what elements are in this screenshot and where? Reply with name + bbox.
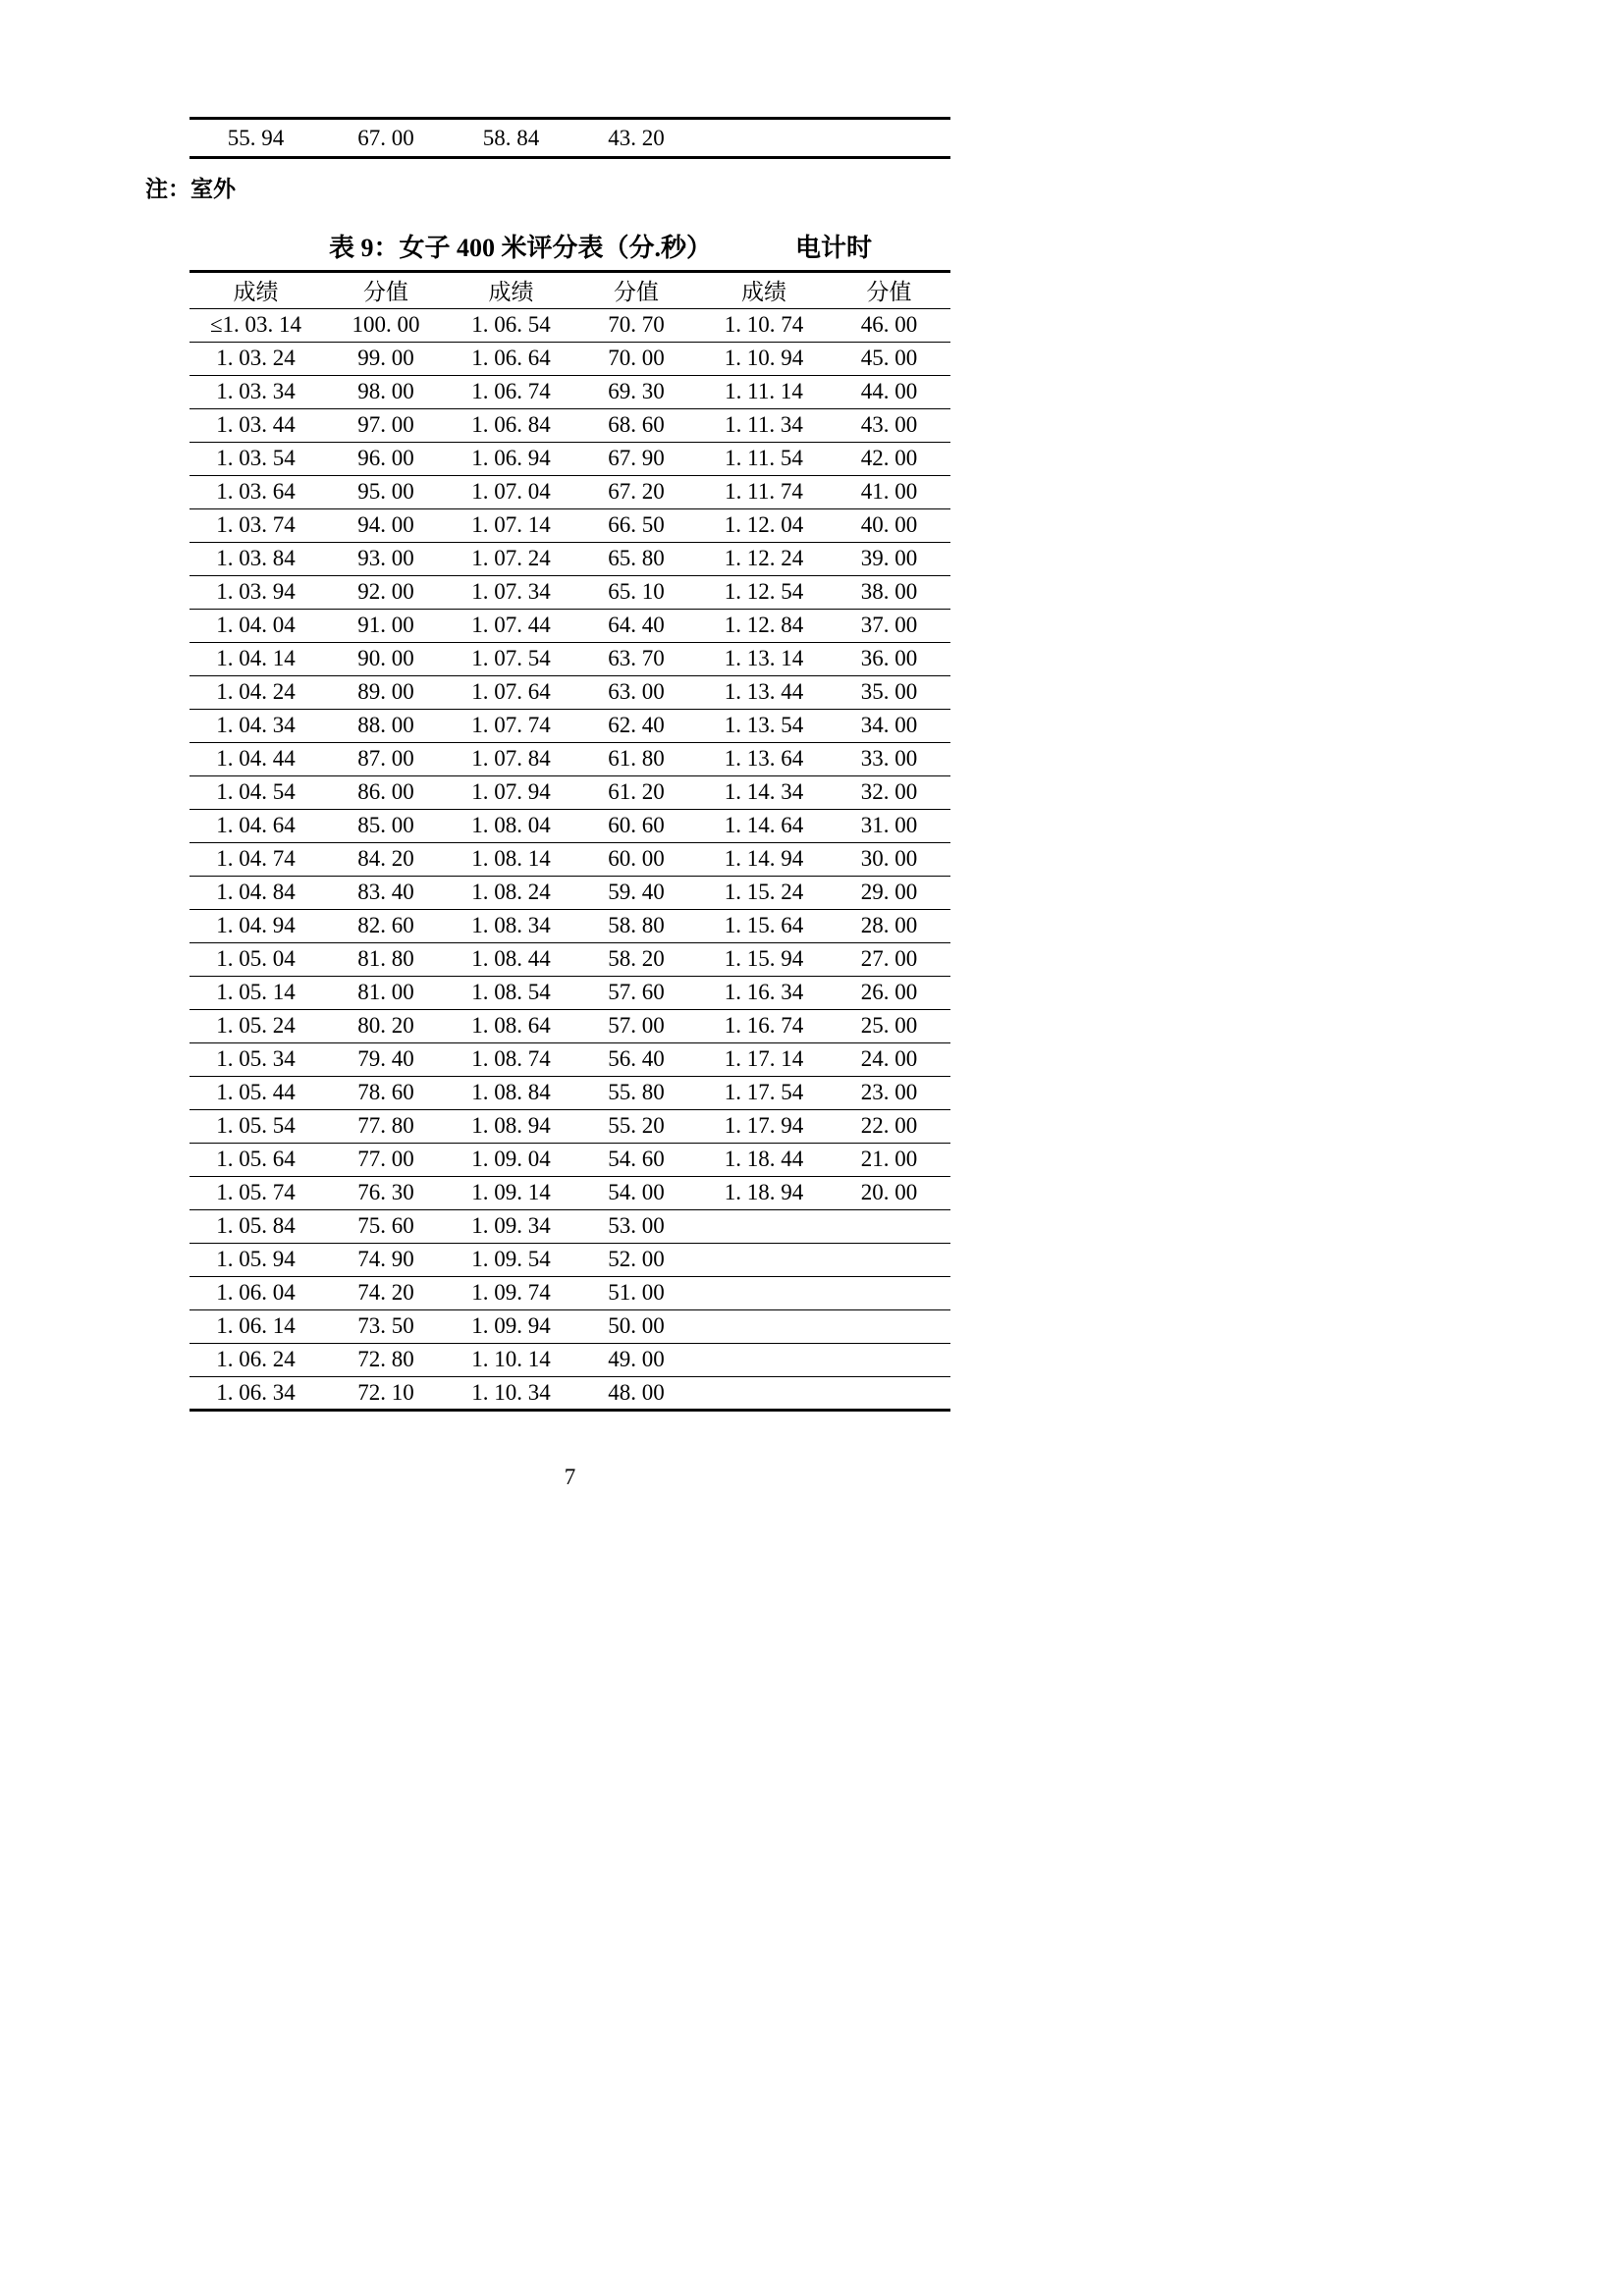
table-cell: 1. 13. 54 bbox=[724, 713, 804, 738]
table-cell: 90. 00 bbox=[357, 646, 414, 671]
table-row bbox=[189, 542, 950, 575]
table-cell: 1. 08. 04 bbox=[471, 813, 551, 838]
table-row bbox=[189, 642, 950, 675]
table-cell bbox=[828, 1376, 950, 1410]
table-cell: 1. 06. 34 bbox=[216, 1379, 296, 1405]
table-row bbox=[189, 809, 950, 842]
table-cell: 93. 00 bbox=[357, 546, 414, 571]
table-row bbox=[189, 408, 950, 442]
table-cell: 1. 06. 04 bbox=[216, 1280, 296, 1306]
table-cell: 成绩 bbox=[741, 280, 786, 305]
table-cell: 37. 00 bbox=[860, 613, 918, 638]
table-cell: 1. 15. 94 bbox=[724, 946, 804, 972]
table-cell: 1. 06. 64 bbox=[471, 346, 551, 371]
table-cell: 26. 00 bbox=[860, 980, 918, 1005]
table-cell: 62. 40 bbox=[608, 713, 665, 738]
table-cell: 87. 00 bbox=[357, 746, 414, 772]
table-row bbox=[189, 1009, 950, 1042]
table-cell: 38. 00 bbox=[860, 579, 918, 605]
table-cell: 1. 17. 14 bbox=[724, 1046, 804, 1072]
table-cell: 36. 00 bbox=[860, 646, 918, 671]
table-cell: 1. 04. 94 bbox=[216, 913, 296, 938]
table-cell: 84. 20 bbox=[357, 846, 414, 872]
score-table-header bbox=[189, 271, 950, 308]
table-cell: 1. 03. 44 bbox=[216, 412, 296, 438]
table-cell: 1. 14. 94 bbox=[724, 846, 804, 872]
table-cell: 1. 05. 94 bbox=[216, 1247, 296, 1272]
table-cell: 31. 00 bbox=[860, 813, 918, 838]
table-cell: 1. 04. 14 bbox=[216, 646, 296, 671]
table-cell: 98. 00 bbox=[357, 379, 414, 404]
table-cell: 70. 00 bbox=[608, 346, 665, 371]
table-row bbox=[189, 942, 950, 976]
table-cell: 75. 60 bbox=[357, 1213, 414, 1239]
table-cell: 82. 60 bbox=[357, 913, 414, 938]
table-cell: 61. 20 bbox=[608, 779, 665, 805]
table-cell: 1. 07. 94 bbox=[471, 779, 551, 805]
table-cell: 1. 04. 34 bbox=[216, 713, 296, 738]
table-row bbox=[189, 742, 950, 775]
table-cell: 55. 94 bbox=[227, 125, 285, 150]
table-cell: 65. 10 bbox=[608, 579, 665, 605]
table-cell: 69. 30 bbox=[608, 379, 665, 404]
table-cell: 1. 03. 54 bbox=[216, 446, 296, 471]
table-cell: 1. 08. 24 bbox=[471, 880, 551, 905]
table-cell: 64. 40 bbox=[608, 613, 665, 638]
table-cell: 1. 03. 34 bbox=[216, 379, 296, 404]
table-cell: 1. 18. 44 bbox=[724, 1147, 804, 1172]
table-cell bbox=[700, 1343, 828, 1376]
table-cell: 21. 00 bbox=[860, 1147, 918, 1172]
table-cell: 80. 20 bbox=[357, 1013, 414, 1039]
table-cell bbox=[828, 119, 950, 158]
table-row bbox=[189, 842, 950, 876]
timing-method-label: 电计时 bbox=[795, 233, 873, 262]
table-row bbox=[189, 1109, 950, 1143]
table-cell: 1. 07. 64 bbox=[471, 679, 551, 705]
table-cell: 33. 00 bbox=[860, 746, 918, 772]
table-row bbox=[189, 575, 950, 609]
table-cell: 1. 10. 34 bbox=[471, 1379, 551, 1405]
table-cell bbox=[700, 1243, 828, 1276]
table-cell: 1. 09. 54 bbox=[471, 1247, 551, 1272]
table-cell: 1. 16. 74 bbox=[724, 1013, 804, 1039]
table-cell: 1. 11. 14 bbox=[725, 379, 803, 404]
table-cell: 1. 15. 64 bbox=[724, 913, 804, 938]
table-cell: 1. 09. 04 bbox=[471, 1147, 551, 1172]
table-cell: 67. 90 bbox=[608, 446, 665, 471]
table-cell: 1. 06. 54 bbox=[471, 312, 551, 338]
table-cell: 57. 00 bbox=[608, 1013, 665, 1039]
header-row bbox=[189, 271, 950, 308]
table-title: 表 9：女子 400 米评分表（分.秒） bbox=[328, 233, 713, 262]
table-cell: 58. 20 bbox=[608, 946, 665, 972]
table-cell: 1. 07. 44 bbox=[471, 613, 551, 638]
table-cell: 86. 00 bbox=[357, 779, 414, 805]
table-cell: 1. 08. 34 bbox=[471, 913, 551, 938]
table-cell: 39. 00 bbox=[860, 546, 918, 571]
table-cell: 25. 00 bbox=[860, 1013, 918, 1039]
table-cell: 28. 00 bbox=[860, 913, 918, 938]
table-cell: 95. 00 bbox=[357, 479, 414, 505]
table-cell: 1. 05. 54 bbox=[216, 1113, 296, 1139]
table-cell: 35. 00 bbox=[860, 679, 918, 705]
table-cell: 99. 00 bbox=[357, 346, 414, 371]
table-cell: 100. 00 bbox=[352, 312, 420, 338]
table-row bbox=[189, 1243, 950, 1276]
table-row bbox=[189, 1309, 950, 1343]
table-cell: 1. 07. 04 bbox=[471, 479, 551, 505]
table-cell: 72. 10 bbox=[357, 1379, 414, 1405]
table-cell bbox=[700, 1309, 828, 1343]
table-cell: 1. 08. 84 bbox=[471, 1080, 551, 1105]
table-row bbox=[189, 675, 950, 709]
table-cell: 1. 08. 74 bbox=[471, 1046, 551, 1072]
table-cell: 1. 12. 24 bbox=[724, 546, 804, 571]
table-cell: 73. 50 bbox=[357, 1313, 414, 1339]
table-cell bbox=[828, 1276, 950, 1309]
table-cell: 1. 05. 44 bbox=[216, 1080, 296, 1105]
table-row bbox=[189, 1276, 950, 1309]
table-cell bbox=[700, 119, 828, 158]
table-cell: 1. 04. 44 bbox=[216, 746, 296, 772]
table-cell: 1. 03. 94 bbox=[216, 579, 296, 605]
table-cell: 77. 00 bbox=[357, 1147, 414, 1172]
table-cell bbox=[700, 1276, 828, 1309]
table-cell: 57. 60 bbox=[608, 980, 665, 1005]
table-cell: 1. 05. 14 bbox=[216, 980, 296, 1005]
table-row bbox=[189, 709, 950, 742]
table-cell: 1. 05. 24 bbox=[216, 1013, 296, 1039]
table-cell: 34. 00 bbox=[860, 713, 918, 738]
table-cell: 1. 12. 04 bbox=[724, 512, 804, 538]
table-cell: 23. 00 bbox=[860, 1080, 918, 1105]
table-cell: 1. 16. 34 bbox=[724, 980, 804, 1005]
table-row bbox=[189, 609, 950, 642]
table-row bbox=[189, 1042, 950, 1076]
table-cell: 1. 04. 74 bbox=[216, 846, 296, 872]
table-cell: 81. 00 bbox=[357, 980, 414, 1005]
table-cell: 1. 06. 74 bbox=[471, 379, 551, 404]
table-cell: 44. 00 bbox=[860, 379, 918, 404]
table-cell: 1. 08. 94 bbox=[471, 1113, 551, 1139]
table-row bbox=[189, 1143, 950, 1176]
table-cell: 27. 00 bbox=[860, 946, 918, 972]
table-cell: 74. 20 bbox=[357, 1280, 414, 1306]
table-cell: 81. 80 bbox=[357, 946, 414, 972]
table-cell: 1. 11. 54 bbox=[725, 446, 803, 471]
table-cell: 1. 07. 74 bbox=[471, 713, 551, 738]
table-cell: 1. 13. 14 bbox=[724, 646, 804, 671]
table-cell: 65. 80 bbox=[608, 546, 665, 571]
table-cell: 1. 08. 54 bbox=[471, 980, 551, 1005]
table-cell: 1. 06. 24 bbox=[216, 1347, 296, 1372]
table-cell: 22. 00 bbox=[860, 1113, 918, 1139]
table-row bbox=[189, 308, 950, 342]
table-row bbox=[189, 119, 950, 158]
table-cell: 1. 10. 74 bbox=[724, 312, 804, 338]
table-cell: 成绩 bbox=[488, 280, 534, 305]
table-row bbox=[189, 1076, 950, 1109]
table-cell: ≤1. 03. 14 bbox=[209, 312, 302, 338]
table-cell: 1. 07. 54 bbox=[471, 646, 551, 671]
table-cell: 成绩 bbox=[233, 280, 279, 305]
previous-table-body bbox=[189, 119, 950, 158]
table-cell: 1. 10. 94 bbox=[724, 346, 804, 371]
table-cell: 1. 05. 04 bbox=[216, 946, 296, 972]
note-text: 注：室外 bbox=[145, 177, 236, 201]
table-cell: 55. 80 bbox=[608, 1080, 665, 1105]
table-cell: 1. 14. 64 bbox=[724, 813, 804, 838]
table-cell: 76. 30 bbox=[357, 1180, 414, 1205]
table-cell: 1. 06. 84 bbox=[471, 412, 551, 438]
page-content bbox=[145, 0, 1029, 1490]
page-number: 7 bbox=[564, 1464, 576, 1489]
table-cell: 分值 bbox=[614, 280, 659, 305]
table-cell: 61. 80 bbox=[608, 746, 665, 772]
table-row bbox=[189, 508, 950, 542]
table-cell: 58. 84 bbox=[482, 125, 540, 150]
table-cell: 92. 00 bbox=[357, 579, 414, 605]
table-row bbox=[189, 442, 950, 475]
table-cell: 40. 00 bbox=[860, 512, 918, 538]
table-cell: 1. 09. 74 bbox=[471, 1280, 551, 1306]
table-cell: 1. 08. 44 bbox=[471, 946, 551, 972]
table-cell: 49. 00 bbox=[608, 1347, 665, 1372]
table-cell: 46. 00 bbox=[860, 312, 918, 338]
table-cell: 1. 10. 14 bbox=[471, 1347, 551, 1372]
table-cell: 1. 11. 34 bbox=[725, 412, 803, 438]
table-cell: 96. 00 bbox=[357, 446, 414, 471]
table-cell: 1. 03. 64 bbox=[216, 479, 296, 505]
table-row bbox=[189, 1176, 950, 1209]
table-cell: 1. 12. 84 bbox=[724, 613, 804, 638]
table-row bbox=[189, 1343, 950, 1376]
table-cell: 1. 13. 64 bbox=[724, 746, 804, 772]
table-cell: 1. 04. 64 bbox=[216, 813, 296, 838]
table-cell: 1. 05. 74 bbox=[216, 1180, 296, 1205]
table-cell bbox=[828, 1209, 950, 1243]
table-cell: 72. 80 bbox=[357, 1347, 414, 1372]
table-cell: 1. 11. 74 bbox=[725, 479, 803, 505]
table-cell: 77. 80 bbox=[357, 1113, 414, 1139]
table-row bbox=[189, 1376, 950, 1410]
table-title-row bbox=[189, 232, 950, 265]
table-row bbox=[189, 909, 950, 942]
table-cell: 1. 04. 24 bbox=[216, 679, 296, 705]
table-cell: 66. 50 bbox=[608, 512, 665, 538]
table-cell: 70. 70 bbox=[608, 312, 665, 338]
table-cell: 1. 03. 74 bbox=[216, 512, 296, 538]
table-cell: 1. 07. 24 bbox=[471, 546, 551, 571]
table-cell: 1. 09. 94 bbox=[471, 1313, 551, 1339]
table-cell: 1. 06. 94 bbox=[471, 446, 551, 471]
table-cell: 58. 80 bbox=[608, 913, 665, 938]
previous-table-fragment bbox=[189, 117, 950, 159]
table-row bbox=[189, 342, 950, 375]
table-cell: 32. 00 bbox=[860, 779, 918, 805]
table-cell: 1. 17. 54 bbox=[724, 1080, 804, 1105]
table-row bbox=[189, 1209, 950, 1243]
table-cell: 1. 07. 14 bbox=[471, 512, 551, 538]
table-cell: 56. 40 bbox=[608, 1046, 665, 1072]
table-cell: 60. 60 bbox=[608, 813, 665, 838]
table-cell: 1. 05. 64 bbox=[216, 1147, 296, 1172]
table-cell: 1. 04. 54 bbox=[216, 779, 296, 805]
table-cell: 24. 00 bbox=[860, 1046, 918, 1072]
table-cell: 67. 00 bbox=[357, 125, 414, 150]
table-cell: 48. 00 bbox=[608, 1379, 665, 1405]
table-row bbox=[189, 876, 950, 909]
table-cell: 97. 00 bbox=[357, 412, 414, 438]
table-cell: 20. 00 bbox=[860, 1180, 918, 1205]
table-cell: 74. 90 bbox=[357, 1247, 414, 1272]
table-cell: 1. 05. 34 bbox=[216, 1046, 296, 1072]
table-cell: 67. 20 bbox=[608, 479, 665, 505]
table-cell: 1. 08. 14 bbox=[471, 846, 551, 872]
score-table bbox=[189, 270, 950, 1412]
table-cell: 88. 00 bbox=[357, 713, 414, 738]
table-cell: 1. 09. 14 bbox=[471, 1180, 551, 1205]
table-cell: 1. 04. 04 bbox=[216, 613, 296, 638]
table-row bbox=[189, 976, 950, 1009]
table-cell: 53. 00 bbox=[608, 1213, 665, 1239]
table-cell: 85. 00 bbox=[357, 813, 414, 838]
table-cell: 1. 07. 84 bbox=[471, 746, 551, 772]
table-cell bbox=[828, 1243, 950, 1276]
table-cell: 30. 00 bbox=[860, 846, 918, 872]
table-cell bbox=[828, 1309, 950, 1343]
table-cell: 1. 07. 34 bbox=[471, 579, 551, 605]
table-cell: 分值 bbox=[363, 280, 408, 305]
table-cell bbox=[828, 1343, 950, 1376]
table-cell: 1. 03. 24 bbox=[216, 346, 296, 371]
table-row bbox=[189, 375, 950, 408]
table-cell: 63. 00 bbox=[608, 679, 665, 705]
table-cell: 91. 00 bbox=[357, 613, 414, 638]
table-cell: 1. 05. 84 bbox=[216, 1213, 296, 1239]
table-cell: 79. 40 bbox=[357, 1046, 414, 1072]
table-cell: 89. 00 bbox=[357, 679, 414, 705]
table-row bbox=[189, 775, 950, 809]
table-cell bbox=[700, 1376, 828, 1410]
table-cell: 41. 00 bbox=[860, 479, 918, 505]
table-cell: 43. 00 bbox=[860, 412, 918, 438]
table-cell: 1. 18. 94 bbox=[724, 1180, 804, 1205]
table-cell: 94. 00 bbox=[357, 512, 414, 538]
table-cell: 1. 14. 34 bbox=[724, 779, 804, 805]
table-cell: 78. 60 bbox=[357, 1080, 414, 1105]
table-cell: 50. 00 bbox=[608, 1313, 665, 1339]
table-cell: 1. 15. 24 bbox=[724, 880, 804, 905]
table-cell: 1. 03. 84 bbox=[216, 546, 296, 571]
table-cell: 60. 00 bbox=[608, 846, 665, 872]
table-cell: 52. 00 bbox=[608, 1247, 665, 1272]
table-cell: 1. 17. 94 bbox=[724, 1113, 804, 1139]
table-cell: 68. 60 bbox=[608, 412, 665, 438]
table-cell: 分值 bbox=[866, 280, 912, 305]
table-cell: 59. 40 bbox=[608, 880, 665, 905]
table-cell: 29. 00 bbox=[860, 880, 918, 905]
table-cell: 1. 06. 14 bbox=[216, 1313, 296, 1339]
table-cell: 51. 00 bbox=[608, 1280, 665, 1306]
table-cell: 54. 60 bbox=[608, 1147, 665, 1172]
table-cell: 1. 13. 44 bbox=[724, 679, 804, 705]
table-cell: 42. 00 bbox=[860, 446, 918, 471]
table-cell: 1. 04. 84 bbox=[216, 880, 296, 905]
table-cell: 1. 08. 64 bbox=[471, 1013, 551, 1039]
table-cell: 54. 00 bbox=[608, 1180, 665, 1205]
table-cell bbox=[700, 1209, 828, 1243]
table-cell: 45. 00 bbox=[860, 346, 918, 371]
table-cell: 43. 20 bbox=[608, 125, 665, 150]
table-cell: 55. 20 bbox=[608, 1113, 665, 1139]
table-row bbox=[189, 475, 950, 508]
table-cell: 1. 12. 54 bbox=[724, 579, 804, 605]
table-cell: 83. 40 bbox=[357, 880, 414, 905]
score-table-body bbox=[189, 308, 950, 1410]
table-cell: 1. 09. 34 bbox=[471, 1213, 551, 1239]
table-cell: 63. 70 bbox=[608, 646, 665, 671]
